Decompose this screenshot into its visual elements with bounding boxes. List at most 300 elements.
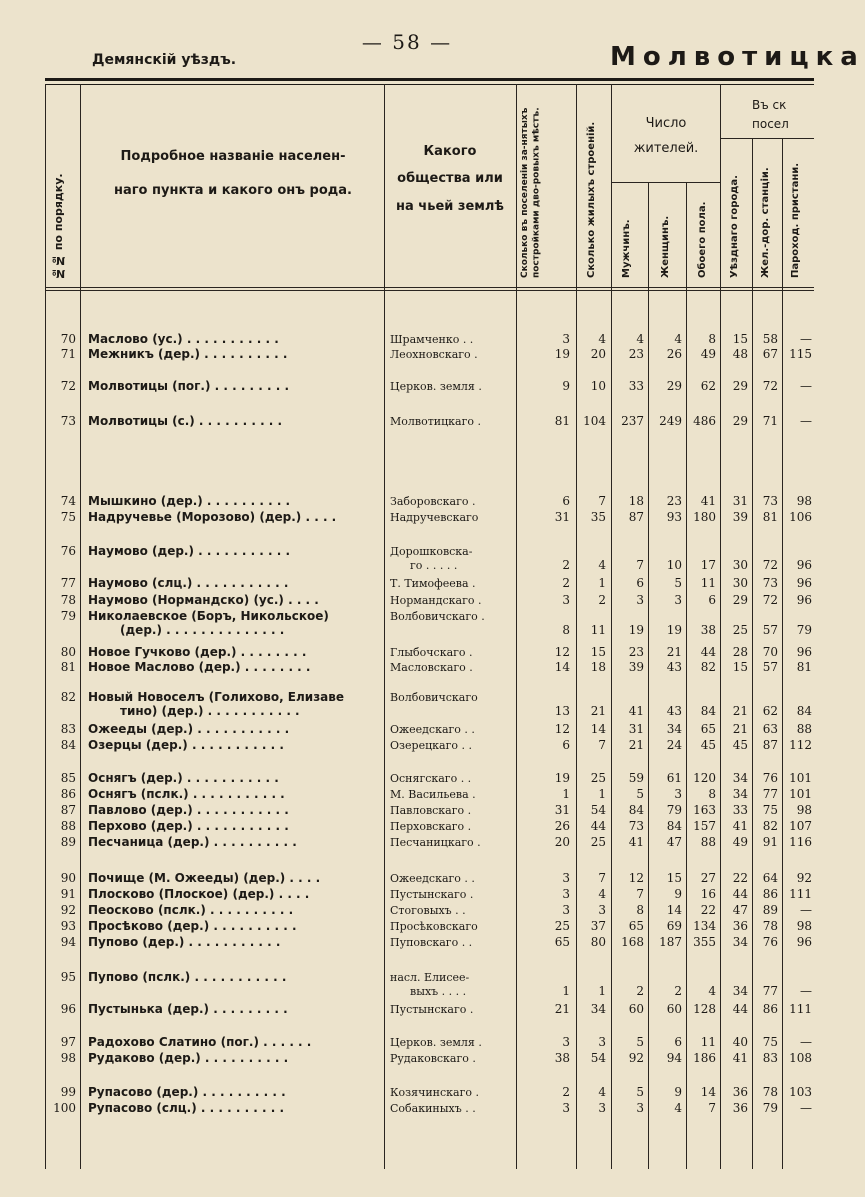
cell-courtyards: 31 xyxy=(554,510,570,524)
cell-men: 39 xyxy=(628,660,644,674)
cell-dwellings: 54 xyxy=(590,803,606,817)
cell-railway-distance: 86 xyxy=(762,1002,778,1016)
cell-dwellings: 3 xyxy=(598,1035,606,1049)
cell-pier-distance: 116 xyxy=(789,835,812,849)
settlement-name: Оснягъ (дер.) . . . . . . . . . . . xyxy=(88,771,279,785)
cell-railway-distance: 63 xyxy=(762,722,778,736)
cell-courtyards: 13 xyxy=(554,704,570,718)
cell-both: 8 xyxy=(708,787,716,801)
cell-men: 3 xyxy=(636,593,644,607)
society-name: насл. Елисее- xyxy=(390,971,470,984)
cell-dwellings: 11 xyxy=(590,623,606,637)
row-index: 80 xyxy=(60,645,76,659)
settlement-name: тино) (дер.) . . . . . . . . . . . xyxy=(120,704,300,718)
cell-dwellings: 104 xyxy=(583,414,606,428)
cell-railway-distance: 78 xyxy=(762,919,778,933)
cell-pier-distance: — xyxy=(800,903,812,917)
cell-pier-distance: 111 xyxy=(789,1002,812,1016)
cell-town-distance: 21 xyxy=(732,722,748,736)
cell-town-distance: 30 xyxy=(732,576,748,590)
cell-men: 65 xyxy=(628,919,644,933)
cell-courtyards: 3 xyxy=(562,887,570,901)
row-index: 73 xyxy=(60,414,76,428)
cell-town-distance: 29 xyxy=(732,379,748,393)
header-railway: Жел.-дор. станціи. xyxy=(760,167,771,278)
cell-courtyards: 19 xyxy=(554,771,570,785)
cell-women: 21 xyxy=(666,645,682,659)
cell-dwellings: 20 xyxy=(590,347,606,361)
cell-town-distance: 49 xyxy=(732,835,748,849)
cell-women: 5 xyxy=(674,576,682,590)
header-society-line3: на чьей землѣ xyxy=(396,198,504,214)
cell-men: 60 xyxy=(628,1002,644,1016)
cell-men: 168 xyxy=(621,935,644,949)
settlement-name: (дер.) . . . . . . . . . . . . . . xyxy=(120,623,285,637)
header-both: Обоего пола. xyxy=(697,201,708,278)
col-rule-name xyxy=(384,84,385,1169)
cell-dwellings: 37 xyxy=(590,919,606,933)
settlement-name: Ожееды (дер.) . . . . . . . . . . . xyxy=(88,722,290,736)
top-rule-thin xyxy=(45,84,814,85)
cell-pier-distance: 88 xyxy=(796,722,812,736)
settlement-name: Почище (М. Ожееды) (дер.) . . . . xyxy=(88,871,321,885)
cell-women: 24 xyxy=(666,738,682,752)
header-dwellings: Сколько жилыхъ строеній. xyxy=(586,121,597,278)
cell-women: 249 xyxy=(659,414,682,428)
settlement-name: Надручевье (Морозово) (дер.) . . . . xyxy=(88,510,337,524)
settlement-name: Пупово (пслк.) . . . . . . . . . . . xyxy=(88,970,287,984)
settlement-name: Просѣково (дер.) . . . . . . . . . . xyxy=(88,919,297,933)
cell-men: 8 xyxy=(636,903,644,917)
cell-town-distance: 41 xyxy=(732,819,748,833)
society-name: Озерецкаго . . xyxy=(390,739,472,752)
cell-dwellings: 2 xyxy=(598,593,606,607)
cell-both: 4 xyxy=(708,984,716,998)
cell-pier-distance: — xyxy=(800,1035,812,1049)
cell-dwellings: 3 xyxy=(598,1101,606,1115)
cell-dwellings: 4 xyxy=(598,558,606,572)
cell-pier-distance: 96 xyxy=(796,593,812,607)
cell-dwellings: 1 xyxy=(598,787,606,801)
cell-dwellings: 4 xyxy=(598,332,606,346)
row-index: 87 xyxy=(60,803,76,817)
society-name: Масловскаго . xyxy=(390,661,473,674)
cell-men: 31 xyxy=(628,722,644,736)
settlement-name: Песчаница (дер.) . . . . . . . . . . xyxy=(88,835,297,849)
cell-dwellings: 3 xyxy=(598,903,606,917)
cell-men: 87 xyxy=(628,510,644,524)
row-index: 86 xyxy=(60,787,76,801)
cell-town-distance: 15 xyxy=(732,660,748,674)
row-index: 91 xyxy=(60,887,76,901)
cell-women: 43 xyxy=(666,660,682,674)
cell-both: 486 xyxy=(693,414,716,428)
cell-both: 22 xyxy=(700,903,716,917)
cell-both: 128 xyxy=(693,1002,716,1016)
cell-courtyards: 25 xyxy=(554,919,570,933)
cell-both: 163 xyxy=(693,803,716,817)
cell-courtyards: 65 xyxy=(554,935,570,949)
cell-railway-distance: 89 xyxy=(762,903,778,917)
cell-women: 61 xyxy=(666,771,682,785)
header-society xyxy=(386,138,514,220)
row-index: 81 xyxy=(60,660,76,674)
cell-pier-distance: 81 xyxy=(796,660,812,674)
cell-dwellings: 4 xyxy=(598,1085,606,1099)
society-name: Пустынскаго . xyxy=(390,1003,474,1016)
header-index: №№ по порядку. xyxy=(52,173,65,280)
cell-town-distance: 34 xyxy=(732,984,748,998)
society-name: Собакиныхъ . . xyxy=(390,1102,476,1115)
cell-town-distance: 21 xyxy=(732,704,748,718)
settlement-name: Новое Маслово (дер.) . . . . . . . . xyxy=(88,660,311,674)
settlement-name: Радохово Слатино (пог.) . . . . . . xyxy=(88,1035,312,1049)
settlement-name: Рупасово (дер.) . . . . . . . . . . xyxy=(88,1085,286,1099)
cell-pier-distance: 98 xyxy=(796,803,812,817)
cell-women: 43 xyxy=(666,704,682,718)
settlement-name: Пеосково (пслк.) . . . . . . . . . . xyxy=(88,903,294,917)
header-men: Мужчинъ. xyxy=(621,219,632,278)
cell-dwellings: 18 xyxy=(590,660,606,674)
row-index: 79 xyxy=(60,609,76,623)
col-rule-index xyxy=(80,84,81,1169)
cell-men: 7 xyxy=(636,887,644,901)
volost-title: Молвотицка xyxy=(610,42,865,72)
society-name: Песчаницкаго . xyxy=(390,836,481,849)
cell-railway-distance: 72 xyxy=(762,593,778,607)
cell-courtyards: 26 xyxy=(554,819,570,833)
cell-town-distance: 33 xyxy=(732,803,748,817)
society-name: Глыбочскаго . xyxy=(390,646,473,659)
cell-courtyards: 6 xyxy=(562,494,570,508)
cell-railway-distance: 58 xyxy=(762,332,778,346)
cell-both: 41 xyxy=(700,494,716,508)
cell-courtyards: 3 xyxy=(562,871,570,885)
header-bottom-rule-2 xyxy=(45,290,814,291)
row-index: 88 xyxy=(60,819,76,833)
cell-dwellings: 1 xyxy=(598,984,606,998)
header-inhabitants-line2: жителей. xyxy=(633,140,699,156)
cell-dwellings: 34 xyxy=(590,1002,606,1016)
cell-men: 33 xyxy=(628,379,644,393)
cell-railway-distance: 77 xyxy=(762,787,778,801)
cell-women: 94 xyxy=(666,1051,682,1065)
cell-both: 134 xyxy=(693,919,716,933)
cell-both: 88 xyxy=(700,835,716,849)
row-index: 95 xyxy=(60,970,76,984)
row-index: 98 xyxy=(60,1051,76,1065)
cell-men: 5 xyxy=(636,787,644,801)
header-society-line2: общества или xyxy=(397,171,503,187)
cell-dwellings: 15 xyxy=(590,645,606,659)
cell-railway-distance: 72 xyxy=(762,379,778,393)
settlement-name: Перхово (дер.) . . . . . . . . . . . xyxy=(88,819,289,833)
cell-both: 186 xyxy=(693,1051,716,1065)
cell-pier-distance: 101 xyxy=(789,771,812,785)
header-distance-line2: посел xyxy=(752,117,789,132)
cell-men: 23 xyxy=(628,645,644,659)
cell-railway-distance: 91 xyxy=(762,835,778,849)
cell-pier-distance: 96 xyxy=(796,935,812,949)
cell-courtyards: 12 xyxy=(554,722,570,736)
header-distance xyxy=(752,96,822,134)
cell-pier-distance: 96 xyxy=(796,645,812,659)
cell-railway-distance: 76 xyxy=(762,771,778,785)
cell-railway-distance: 62 xyxy=(762,704,778,718)
cell-dwellings: 1 xyxy=(598,576,606,590)
cell-dwellings: 7 xyxy=(598,738,606,752)
settlement-name: Межникъ (дер.) . . . . . . . . . . xyxy=(88,347,288,361)
settlement-name: Рудаково (дер.) . . . . . . . . . . xyxy=(88,1051,289,1065)
cell-women: 3 xyxy=(674,787,682,801)
cell-railway-distance: 71 xyxy=(762,414,778,428)
cell-town-distance: 30 xyxy=(732,558,748,572)
row-index: 77 xyxy=(60,576,76,590)
row-index: 89 xyxy=(60,835,76,849)
header-town: Уѣзднаго города. xyxy=(729,175,740,278)
row-index: 93 xyxy=(60,919,76,933)
society-name: Ожеедскаго . . xyxy=(390,872,475,885)
cell-courtyards: 21 xyxy=(554,1002,570,1016)
top-rule-thick xyxy=(45,78,814,81)
cell-pier-distance: 96 xyxy=(796,576,812,590)
cell-town-distance: 34 xyxy=(732,787,748,801)
cell-women: 60 xyxy=(666,1002,682,1016)
cell-town-distance: 34 xyxy=(732,771,748,785)
cell-dwellings: 7 xyxy=(598,871,606,885)
cell-both: 65 xyxy=(700,722,716,736)
col-rule-women xyxy=(686,182,687,1169)
cell-railway-distance: 67 xyxy=(762,347,778,361)
cell-town-distance: 36 xyxy=(732,1101,748,1115)
cell-women: 2 xyxy=(674,984,682,998)
society-name: Козячинскаго . xyxy=(390,1086,479,1099)
cell-men: 23 xyxy=(628,347,644,361)
cell-courtyards: 1 xyxy=(562,787,570,801)
cell-women: 10 xyxy=(666,558,682,572)
cell-town-distance: 44 xyxy=(732,887,748,901)
cell-both: 17 xyxy=(700,558,716,572)
col-rule-society xyxy=(516,84,517,1169)
cell-men: 18 xyxy=(628,494,644,508)
society-name: Нормандскаго . xyxy=(390,594,482,607)
society-name: го . . . . . xyxy=(410,559,458,572)
header-name xyxy=(84,140,382,208)
cell-men: 7 xyxy=(636,558,644,572)
cell-both: 38 xyxy=(700,623,716,637)
settlement-name: Новый Новоселъ (Голихово, Елизаве xyxy=(88,690,345,704)
cell-dwellings: 44 xyxy=(590,819,606,833)
cell-town-distance: 25 xyxy=(732,623,748,637)
row-index: 75 xyxy=(60,510,76,524)
cell-town-distance: 48 xyxy=(732,347,748,361)
cell-courtyards: 1 xyxy=(562,984,570,998)
society-name: Пуповскаго . . xyxy=(390,936,473,949)
cell-women: 14 xyxy=(666,903,682,917)
society-name: Стоговыхъ . . xyxy=(390,904,466,917)
society-name: Шрамченко . . xyxy=(390,333,474,346)
society-name: М. Васильева . xyxy=(390,788,476,801)
cell-both: 16 xyxy=(700,887,716,901)
cell-men: 21 xyxy=(628,738,644,752)
cell-men: 92 xyxy=(628,1051,644,1065)
cell-pier-distance: 84 xyxy=(796,704,812,718)
cell-pier-distance: — xyxy=(800,414,812,428)
cell-women: 69 xyxy=(666,919,682,933)
col-rule-rail xyxy=(782,138,783,1169)
cell-pier-distance: — xyxy=(800,332,812,346)
cell-courtyards: 3 xyxy=(562,593,570,607)
settlement-name: Пупово (дер.) . . . . . . . . . . . xyxy=(88,935,281,949)
row-index: 92 xyxy=(60,903,76,917)
cell-railway-distance: 72 xyxy=(762,558,778,572)
cell-town-distance: 47 xyxy=(732,903,748,917)
cell-pier-distance: 108 xyxy=(789,1051,812,1065)
row-index: 70 xyxy=(60,332,76,346)
header-women: Женщинъ. xyxy=(660,215,671,278)
cell-courtyards: 3 xyxy=(562,903,570,917)
cell-dwellings: 7 xyxy=(598,494,606,508)
cell-women: 15 xyxy=(666,871,682,885)
cell-courtyards: 81 xyxy=(554,414,570,428)
row-index: 71 xyxy=(60,347,76,361)
society-name: Ожеедскаго . . xyxy=(390,723,475,736)
header-name-line1: Подробное названіе населен- xyxy=(120,149,346,164)
header-society-line1: Какого xyxy=(423,144,477,159)
cell-men: 2 xyxy=(636,984,644,998)
society-name: Пустынскаго . xyxy=(390,888,474,901)
cell-both: 62 xyxy=(700,379,716,393)
settlement-name: Молвотицы (с.) . . . . . . . . . . xyxy=(88,414,283,428)
cell-both: 11 xyxy=(700,576,716,590)
cell-both: 49 xyxy=(700,347,716,361)
society-name: Церков. земля . xyxy=(390,1036,482,1049)
cell-railway-distance: 78 xyxy=(762,1085,778,1099)
cell-pier-distance: — xyxy=(800,984,812,998)
cell-courtyards: 6 xyxy=(562,738,570,752)
cell-courtyards: 20 xyxy=(554,835,570,849)
cell-men: 12 xyxy=(628,871,644,885)
distance-subheader-rule xyxy=(720,138,814,139)
society-name: Волбовичскаго . xyxy=(390,610,485,623)
cell-town-distance: 15 xyxy=(732,332,748,346)
row-index: 94 xyxy=(60,935,76,949)
cell-dwellings: 4 xyxy=(598,887,606,901)
cell-courtyards: 3 xyxy=(562,1035,570,1049)
cell-railway-distance: 76 xyxy=(762,935,778,949)
settlement-name: Плосково (Плоское) (дер.) . . . . xyxy=(88,887,310,901)
cell-women: 3 xyxy=(674,593,682,607)
cell-town-distance: 36 xyxy=(732,919,748,933)
cell-dwellings: 10 xyxy=(590,379,606,393)
cell-men: 5 xyxy=(636,1085,644,1099)
cell-railway-distance: 75 xyxy=(762,803,778,817)
cell-dwellings: 14 xyxy=(590,722,606,736)
cell-women: 29 xyxy=(666,379,682,393)
cell-pier-distance: 115 xyxy=(789,347,812,361)
cell-railway-distance: 73 xyxy=(762,494,778,508)
cell-both: 120 xyxy=(693,771,716,785)
row-index: 76 xyxy=(60,544,76,558)
settlement-name: Оснягъ (пслк.) . . . . . . . . . . . xyxy=(88,787,285,801)
cell-both: 84 xyxy=(700,704,716,718)
cell-town-distance: 45 xyxy=(732,738,748,752)
cell-women: 84 xyxy=(666,819,682,833)
row-index: 97 xyxy=(60,1035,76,1049)
cell-both: 8 xyxy=(708,332,716,346)
settlement-name: Наумово (слц.) . . . . . . . . . . . xyxy=(88,576,289,590)
cell-both: 7 xyxy=(708,1101,716,1115)
cell-women: 4 xyxy=(674,1101,682,1115)
society-name: выхъ . . . . xyxy=(410,985,467,998)
row-index: 72 xyxy=(60,379,76,393)
cell-town-distance: 29 xyxy=(732,414,748,428)
cell-pier-distance: 107 xyxy=(789,819,812,833)
settlement-name: Мышкино (дер.) . . . . . . . . . . xyxy=(88,494,291,508)
cell-courtyards: 19 xyxy=(554,347,570,361)
cell-railway-distance: 57 xyxy=(762,660,778,674)
row-index: 84 xyxy=(60,738,76,752)
cell-women: 26 xyxy=(666,347,682,361)
row-index: 74 xyxy=(60,494,76,508)
society-name: Просѣковскаго xyxy=(390,920,478,933)
cell-both: 14 xyxy=(700,1085,716,1099)
cell-women: 93 xyxy=(666,510,682,524)
header-inhabitants xyxy=(612,112,720,161)
header-inhabitants-line1: Число xyxy=(645,116,687,131)
society-name: Павловскаго . xyxy=(390,804,472,817)
district-title: Демянскій уѣздъ. xyxy=(92,52,237,68)
cell-railway-distance: 73 xyxy=(762,576,778,590)
header-bottom-rule xyxy=(45,287,814,288)
page-number: — 58 — xyxy=(361,30,453,54)
society-name: Перховскаго . xyxy=(390,820,472,833)
society-name: Рудаковскаго . xyxy=(390,1052,476,1065)
settlement-name: Рупасово (слц.) . . . . . . . . . . xyxy=(88,1101,285,1115)
society-name: Заборовскаго . xyxy=(390,495,476,508)
row-index: 78 xyxy=(60,593,76,607)
cell-women: 19 xyxy=(666,623,682,637)
cell-both: 157 xyxy=(693,819,716,833)
cell-courtyards: 14 xyxy=(554,660,570,674)
cell-pier-distance: 98 xyxy=(796,494,812,508)
cell-pier-distance: 112 xyxy=(789,738,812,752)
cell-railway-distance: 77 xyxy=(762,984,778,998)
cell-railway-distance: 64 xyxy=(762,871,778,885)
cell-courtyards: 12 xyxy=(554,645,570,659)
society-name: Оснягскаго . . xyxy=(390,772,472,785)
row-index: 85 xyxy=(60,771,76,785)
society-name: Волбовичскаго xyxy=(390,691,478,704)
row-index: 90 xyxy=(60,871,76,885)
society-name: Дорошковска- xyxy=(390,545,473,558)
settlement-name: Николаевское (Боръ, Никольское) xyxy=(88,609,329,623)
cell-pier-distance: 79 xyxy=(796,623,812,637)
settlement-name: Наумово (дер.) . . . . . . . . . . . xyxy=(88,544,291,558)
cell-railway-distance: 82 xyxy=(762,819,778,833)
cell-pier-distance: 103 xyxy=(789,1085,812,1099)
header-pier: Пароход. пристани. xyxy=(790,162,801,278)
society-name: Церков. земля . xyxy=(390,380,482,393)
cell-courtyards: 2 xyxy=(562,576,570,590)
settlement-name: Павлово (дер.) . . . . . . . . . . . xyxy=(88,803,289,817)
society-name: Леохновскаго . xyxy=(390,348,478,361)
cell-pier-distance: 111 xyxy=(789,887,812,901)
cell-courtyards: 2 xyxy=(562,558,570,572)
cell-courtyards: 3 xyxy=(562,1101,570,1115)
cell-railway-distance: 75 xyxy=(762,1035,778,1049)
cell-railway-distance: 86 xyxy=(762,887,778,901)
